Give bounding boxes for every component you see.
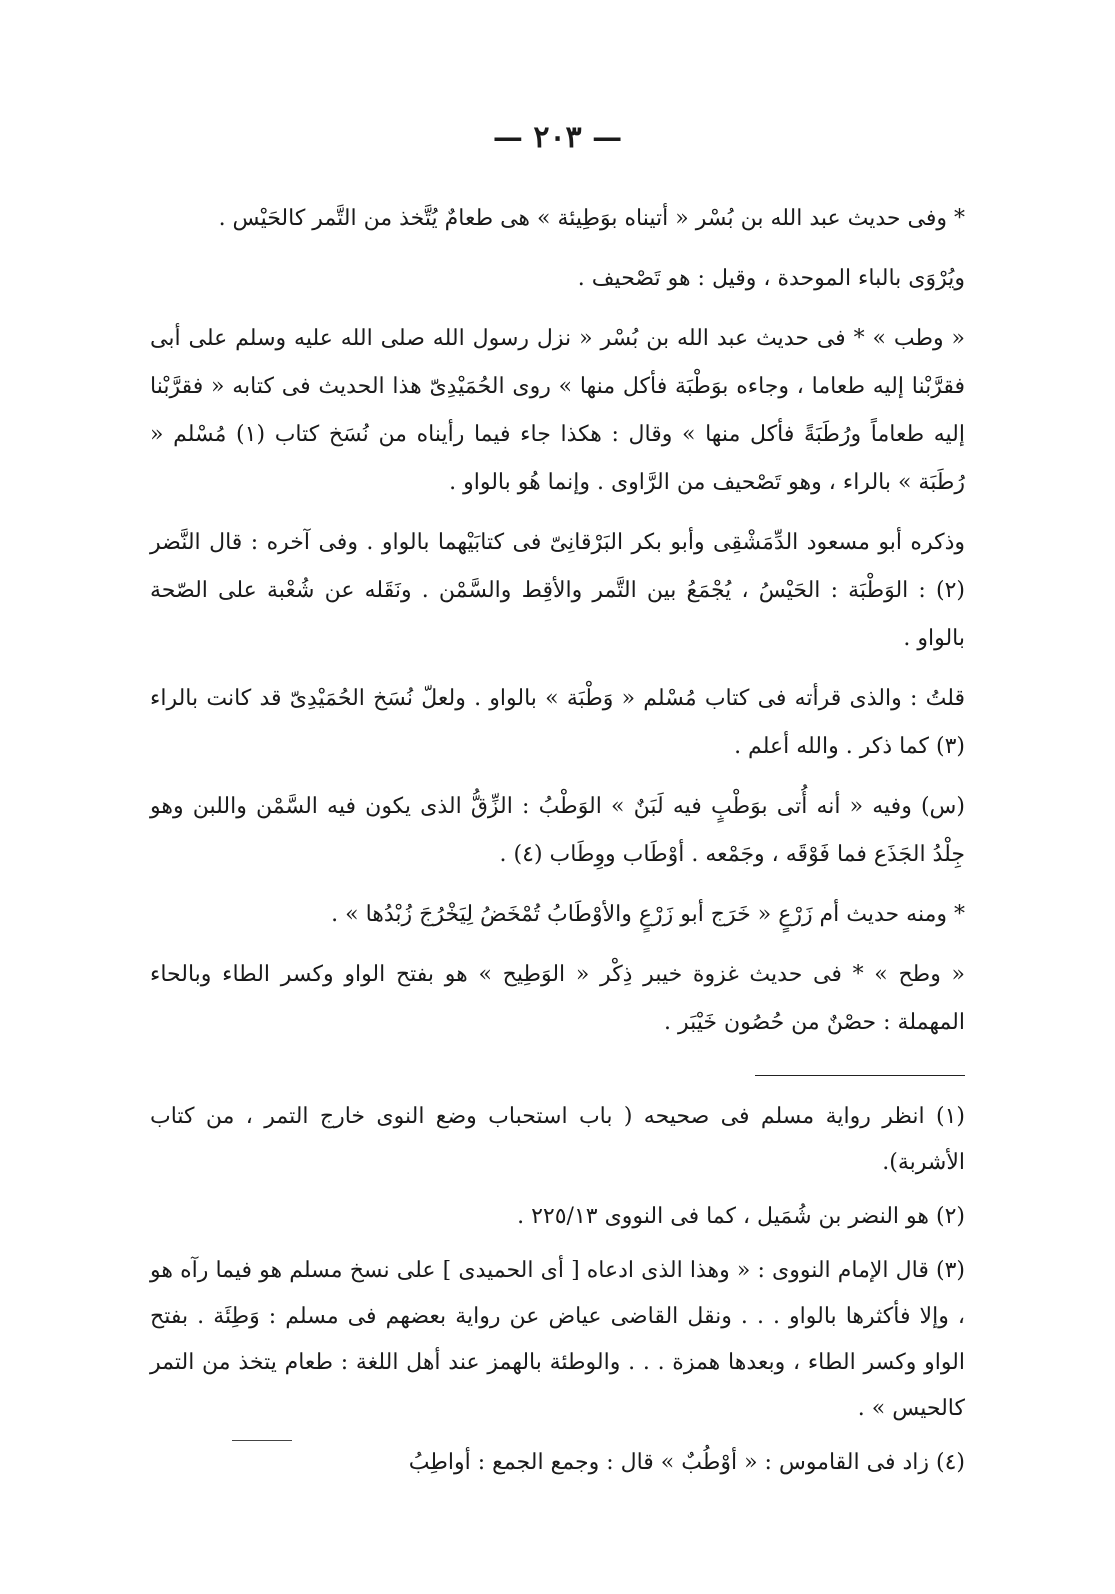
paragraph-text: (س) وفيه « أنه أُتى بوَطْبٍ فيه لَبَنٌ » الوَطْبُ : الزِّقُّ الذى يكون فيه السَّمْن واللبن وهو جِلْدُ الجَذَع فما فَوْقَه ، وجَمْعه . أوْطَاب ووِطَاب (٤) . [150,794,965,867]
footnote-3: (٣) قال الإمام النووى : « وهذا الذى ادعاه [ أى الحميدى ] على نسخ مسلم هو فيما رآه هو ، وإلا فأكثرها بالواو . . . ونقل القاضى عياض عن رواية بعضهم فى مسلم : وَطِئَة . بفتح الواو وكسر الطاء ، وبعدها همزة . . . والوطئة بالهمز عند أهل اللغة : طعام يتخذ من التمر كالحيس » . [150,1258,965,1421]
paragraph-text: « وطح » * فى حديث غزوة خيبر ذِكْر « الوَطِيح » هو بفتح الواو وكسر الطاء وبالحاء المهملة : حصْنٌ من حُصُون خَيْبَر . [150,962,965,1035]
paragraph-text: * وفى حديث عبد الله بن بُسْر « أتيناه بوَطِيئة » هى طعامٌ يُتَّخذ من التَّمر كالحَيْس . [218,206,965,231]
paragraph-text: قلتُ : والذى قرأته فى كتاب مُسْلم « وَطْبَة » بالواو . ولعلّ نُسَخ الحُمَيْدِىّ قد كانت بالراء (٣) كما ذكر . والله أعلم . [150,686,965,759]
paragraph-2 [150,255,965,303]
footnote-1: (١) انظر رواية مسلم فى صحيحه ( باب استحباب وضع النوى خارج التمر ، من كتاب الأشربة). [150,1104,965,1175]
paragraph-text: * ومنه حديث أم زَرْعٍ « خَرَج أبو زَرْعٍ والأوْطَابُ تُمْخَضُ لِيَخْرُجَ زُبْدُها » . [331,902,965,927]
paragraph-text: « وطب » * فى حديث عبد الله بن بُسْر « نزل رسول الله صلى الله عليه وسلم على أبى فقرَّبْنا إليه طعاما ، وجاءه بوَطْبَة فأكل منها » روى الحُمَيْدِىّ هذا الحديث فى كتابه « فقرَّبْنا إليه طعاماً ورُطَبَةً فأكل منها » وقال : هكذا جاء فيما رأيناه من نُسَخ كتاب (١) مُسْلم « رُطَبَة » بالراء ، وهو تَصْحيف من الرَّاوى . وإنما هُو بالواو . [150,326,965,495]
paragraph-text: ويُرْوَى بالباء الموحدة ، وقيل : هو تَصْحيف . [577,266,965,291]
entry-watah [150,951,965,1047]
paragraph-5 [150,675,965,771]
bottom-divider [232,1440,292,1441]
page-number: — ٢٠٣ — [492,120,623,155]
paragraph-text: وذكره أبو مسعود الدِّمَشْقِى وأبو بكر البَرْقانِىّ فى كتابَيْهما بالواو . وفى آخره : قال النَّضر (٢) : الوَطْبَة : الحَيْسُ ، يُجْمَعُ بين التَّمر والأقِط والسَّمْن . ونَقَله عن شُعْبة على الصّحة بالواو . [150,530,965,651]
footnotes [150,1094,965,1486]
footnote-divider [755,1075,965,1076]
paragraph-4 [150,519,965,663]
paragraph-6 [150,783,965,879]
footnote-4: (٤) زاد فى القاموس : « أوْطُبٌ » قال : وجمع الجمع : أواطِبُ [408,1450,965,1475]
entry-watb [150,315,965,507]
footnote-2: (٢) هو النضر بن شُمَيل ، كما فى النووى ٢٢٥/١٣ . [517,1204,965,1229]
paragraph-7 [150,891,965,939]
paragraph-1 [150,195,965,243]
